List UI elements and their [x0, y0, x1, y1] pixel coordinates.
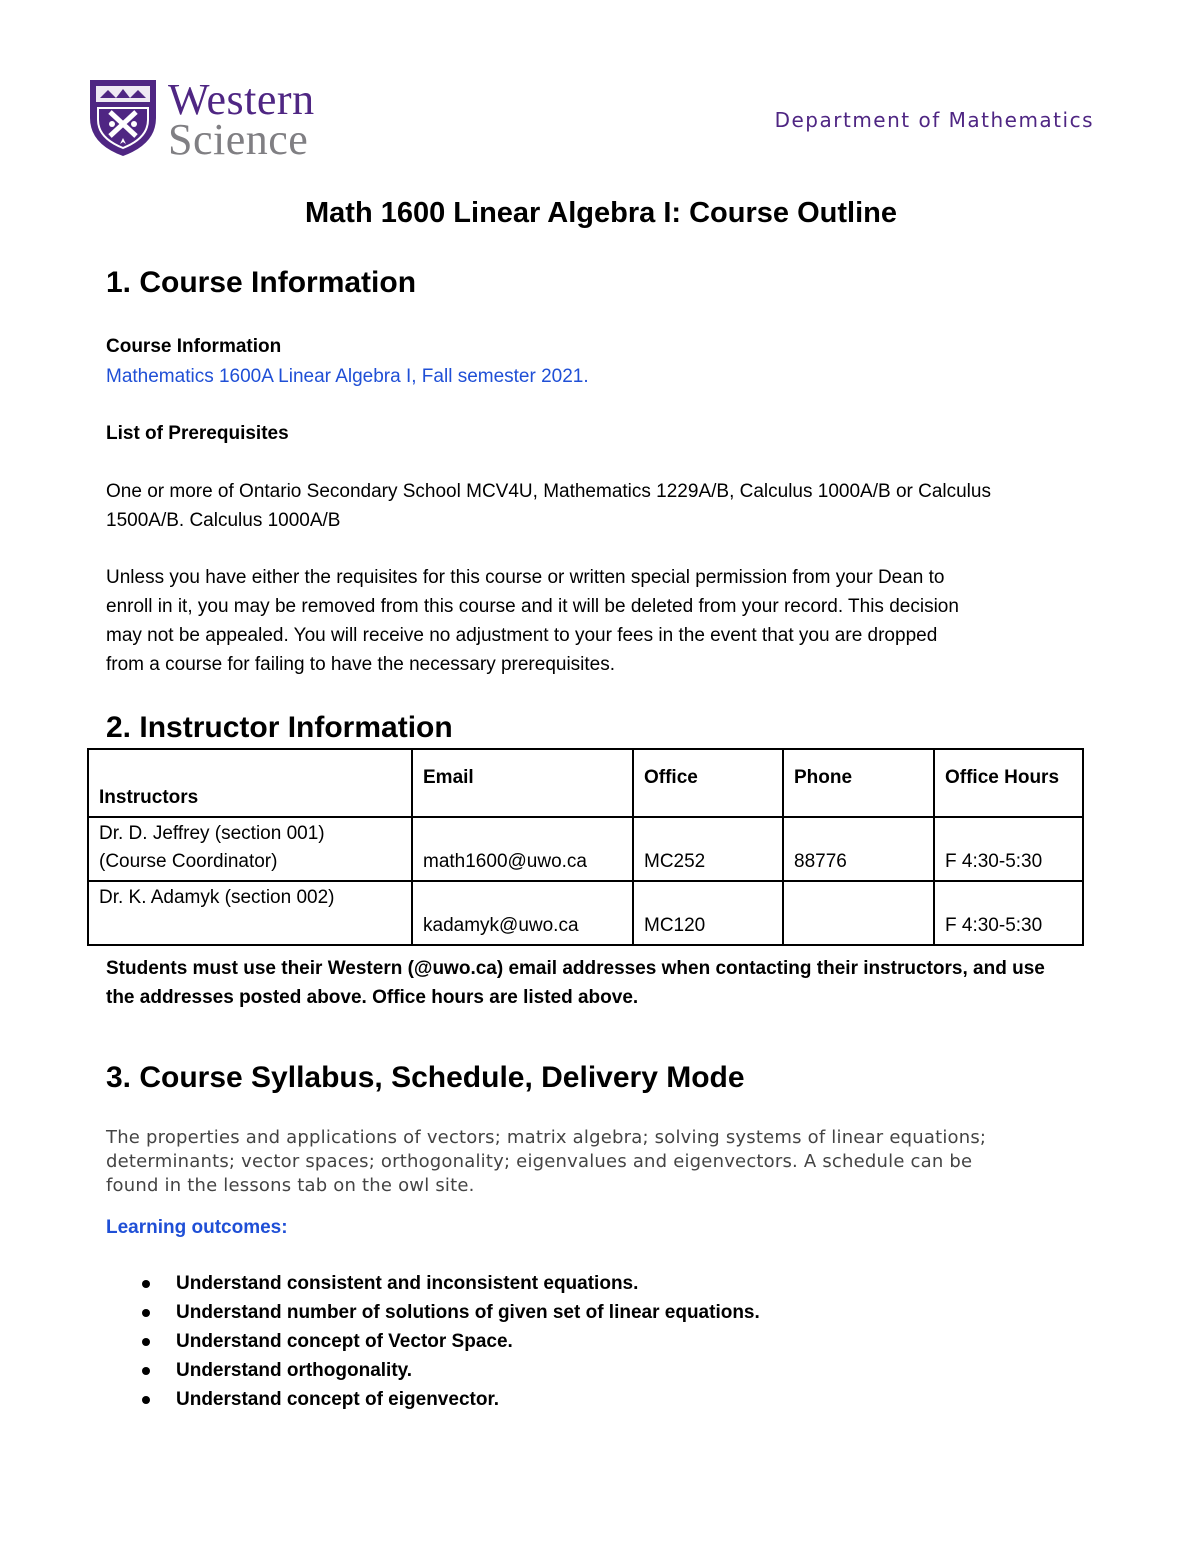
office-hours-cell: F 4:30-5:30	[934, 817, 1083, 881]
phone-cell: 88776	[783, 817, 934, 881]
section-2-heading: 2. Instructor Information	[106, 711, 453, 744]
table-header-cell: Phone	[783, 749, 934, 817]
email-cell: kadamyk@uwo.ca	[412, 881, 633, 945]
prerequisites-line: 1500A/B. Calculus 1000A/B	[106, 510, 341, 531]
table-header-cell: Office	[633, 749, 783, 817]
description-line: determinants; vector spaces; orthogonality; eigenvalues and eigenvectors. A schedule can be	[106, 1151, 973, 1172]
prerequisites-label: List of Prerequisites	[106, 423, 289, 444]
warning-line: may not be appealed. You will receive no adjustment to your fees in the event that you are dropped	[106, 625, 938, 646]
table-row	[88, 817, 1083, 881]
instructor-name: Dr. D. Jeffrey (section 001)	[99, 823, 325, 844]
bullet-icon	[142, 1280, 150, 1288]
list-item	[106, 1298, 760, 1327]
instructor-table	[87, 748, 1084, 946]
instructor-name: Dr. K. Adamyk (section 002)	[99, 887, 335, 908]
bullet-icon	[142, 1396, 150, 1404]
logo-word-western: Western	[168, 75, 315, 124]
table-header-cell: Instructors	[88, 749, 412, 817]
instructor-role: (Course Coordinator)	[99, 851, 278, 872]
phone-cell	[783, 881, 934, 945]
logo-word-science: Science	[168, 115, 309, 164]
outcome-text: Understand consistent and inconsistent equations.	[176, 1273, 639, 1294]
instructor-role	[99, 912, 401, 940]
learning-outcomes-label: Learning outcomes:	[106, 1217, 288, 1238]
learning-outcomes-list	[106, 1269, 760, 1414]
section-1-heading: 1. Course Information	[106, 266, 417, 299]
note-line: Students must use their Western (@uwo.ca) email addresses when contacting their instructors, and use	[106, 958, 1045, 979]
warning-line: from a course for failing to have the necessary prerequisites.	[106, 654, 616, 675]
instructor-name-cell	[88, 881, 412, 945]
western-shield-icon	[88, 78, 158, 158]
course-description-line: Mathematics 1600A Linear Algebra I, Fall semester 2021.	[106, 366, 589, 387]
bullet-icon	[142, 1338, 150, 1346]
email-cell: math1600@uwo.ca	[412, 817, 633, 881]
syllabus-description	[106, 1126, 1096, 1198]
section-3-heading: 3. Course Syllabus, Schedule, Delivery Mode	[106, 1061, 745, 1094]
note-line: the addresses posted above. Office hours are listed above.	[106, 987, 639, 1008]
outcome-text: Understand concept of Vector Space.	[176, 1331, 513, 1352]
warning-line: enroll in it, you may be removed from this course and it will be deleted from your record. This decision	[106, 596, 959, 617]
list-item	[106, 1385, 760, 1414]
office-cell: MC252	[633, 817, 783, 881]
table-header-row	[88, 749, 1083, 817]
prerequisites-line: One or more of Ontario Secondary School MCV4U, Mathematics 1229A/B, Calculus 1000A/B or Calculus	[106, 481, 991, 502]
list-item	[106, 1356, 760, 1385]
email-policy-note	[106, 954, 1096, 1012]
list-item	[106, 1269, 760, 1298]
department-name: Department of Mathematics	[774, 108, 1094, 132]
course-information-label: Course Information	[106, 336, 282, 357]
table-row	[88, 881, 1083, 945]
prerequisite-warning-text	[106, 563, 1096, 679]
prerequisites-text	[106, 477, 1096, 535]
office-cell: MC120	[633, 881, 783, 945]
bullet-icon	[142, 1309, 150, 1317]
outcome-text: Understand number of solutions of given set of linear equations.	[176, 1302, 760, 1323]
warning-line: Unless you have either the requisites for this course or written special permission from your Dean to	[106, 567, 945, 588]
description-line: found in the lessons tab on the owl site.	[106, 1175, 475, 1196]
western-science-logo	[88, 75, 348, 164]
description-line: The properties and applications of vectors; matrix algebra; solving systems of linear equations;	[106, 1127, 987, 1148]
table-header-cell: Office Hours	[934, 749, 1083, 817]
bullet-icon	[142, 1367, 150, 1375]
document-title: Math 1600 Linear Algebra I: Course Outline	[305, 197, 897, 229]
list-item	[106, 1327, 760, 1356]
outcome-text: Understand orthogonality.	[176, 1360, 413, 1381]
outcome-text: Understand concept of eigenvector.	[176, 1389, 500, 1410]
office-hours-cell: F 4:30-5:30	[934, 881, 1083, 945]
table-header-cell: Email	[412, 749, 633, 817]
instructor-name-cell	[88, 817, 412, 881]
